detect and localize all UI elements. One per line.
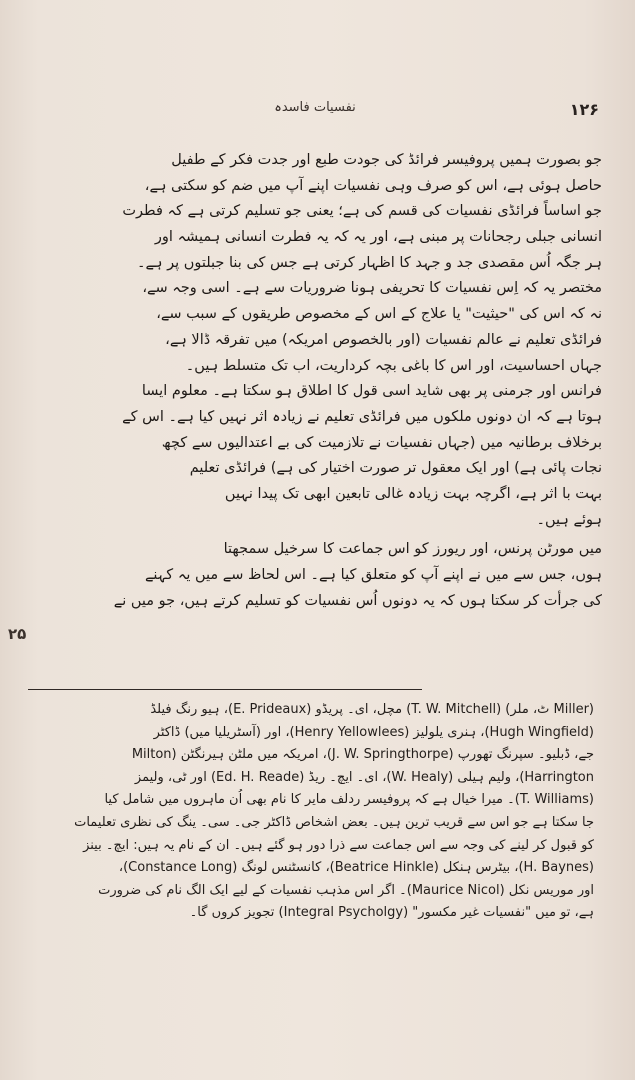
page-header (0, 100, 635, 124)
footnote-line: (H. Baynes)، بیٹرس ہنکل (Beatrice Hinkle)، کانسٹنس لونگ (Constance Long)، (118, 860, 594, 876)
line-number-marker: ۲۵ (8, 625, 27, 643)
footnote-line: Harrington)، ولیم ہیلی (W. Healy)، ای۔ ایچ۔ ریڈ (Ed. H. Reade) اور ٹی، ولیمز (134, 769, 594, 785)
text-line: حاصل ہوئی ہے، اس کو صرف وہی نفسیات اپنے آپ میں ضم کو سکتی ہے، (144, 177, 602, 194)
text-line: جو بصورت ہمیں پروفیسر فرائڈ کی جودت طبع اور جدت فکر کے طفیل (171, 152, 602, 168)
footnote-line: (T. Williams)۔ میرا خیال ہے کہ پروفیسر ردلف مایر کا نام بھی اُن ماہروں میں شامل کیا (104, 792, 594, 808)
text-line: نہ کہ اس کی "حیثیت" یا علاج کے اس کے مخصوص طریقوں کے سبب سے، (156, 306, 602, 323)
text-line: ہر جگہ اُس مقصدی جد و جہد کا اظہار کرتی ہے جس کی بنا جبلتوں پر ہے۔ (137, 254, 602, 271)
text-line: مختصر یہ کہ اِس نفسیات کا تحریفی ہونا ضروریات سے ہے۔ اسی وجہ سے، (142, 280, 602, 297)
text-line: جہاں احساسیت، اور اس کا باغی بچہ کرداریت، اب تک متسلط ہیں۔ (185, 357, 602, 374)
text-line: جو اساساً فرائڈی نفسیات کی قسم کی ہے؛ یعنی جو تسلیم کرتی ہے کہ فطرت (122, 203, 602, 220)
text-line: ہوتا ہے کہ ان دونوں ملکوں میں فرائڈی تعلیم نے زیادہ اثر نہیں کیا ہے۔ اس کے (122, 408, 602, 425)
page-number: ۱۲۶ (569, 100, 599, 119)
text-line: ہوں، جس سے میں نے اپنے آپ کو متعلق کیا ہے۔ اس لحاظ سے میں یہ کہنے (144, 567, 602, 583)
text-line: فرائڈی تعلیم نے عالم نفسیات (اور بالخصوص امریکہ) میں تفرقہ ڈالا ہے، (165, 331, 602, 348)
main-text (34, 148, 602, 614)
text-line: بہت با اثر ہے، اگرچہ بہت زیادہ غالی تابعین ابھی تک پیدا نہیں (224, 485, 602, 502)
footnote-line: کو قبول کر لینے کی وجہ سے اس جماعت سے ذرا دور ہو گئے ہیں۔ ان کے نام یہ ہیں: ایچ۔ بینز (83, 837, 594, 853)
text-line: میں مورٹن پرنس، اور ریورز کو اس جماعت کا سرخیل سمجھتا (223, 541, 602, 558)
text-line: انسانی جبلی رجحانات پر مبنی ہے، اور یہ کہ یہ فطرت انسانی ہمیشہ اور (154, 229, 602, 246)
footnote-divider (28, 689, 422, 690)
footnote-line: (Hugh Wingfield)، ہنری یلولیز (Henry Yellowlees)، اور (آسٹریلیا میں) ڈاکٹر (153, 724, 594, 740)
text-line: فرانس اور جرمنی پر بھی شاید اسی قول کا اطلاق ہو سکتا ہے۔ معلوم ایسا (141, 383, 602, 400)
footnote-line: ہے، تو میں "نفسیات غیر مکسور" (Integral Psycholgy) تجویز کروں گا۔ (189, 905, 594, 921)
text-line: نجات پائی ہے) اور ایک معقول تر صورت اختیار کی ہے) فرائڈی تعلیم (189, 460, 602, 477)
footnote-line: جے، ڈبلیو۔ سپرنگ تھورپ (J. W. Springthorpe)، امریکہ میں ملٹن ہیرنگٹن (Milton (131, 747, 594, 763)
footnotes (28, 699, 594, 925)
text-line: برخلاف برطانیہ میں (جہاں نفسیات نے تلازمیت کی بے اعتدالیوں سے کچھ (161, 434, 602, 451)
text-line: کی جرأت کر سکتا ہوں کہ یہ دونوں اُس نفسیات کو تسلیم کرتے ہیں، جو میں نے (113, 592, 602, 609)
text-line: ہوئے ہیں۔ (536, 511, 602, 528)
footnote-line: (Miller ٹ، ملر) (T. W. Mitchell) مچل، ای۔ پریڈو (E. Prideaux)، ہیو رنگ فیلڈ (150, 702, 594, 717)
footnote-line: اور موریس نکل (Maurice Nicol)۔ اگر اس مذہب نفسیات کے لیے ایک الگ نام کی ضرورت (98, 882, 594, 898)
running-head: نفسیات فاسدہ (274, 100, 356, 115)
footnote-line: جا سکتا ہے جو اس سے قریب ترین ہیں۔ بعض اشخاص ڈاکٹر جی۔ سی۔ ینگ کی نظری تعلیمات (74, 814, 594, 830)
